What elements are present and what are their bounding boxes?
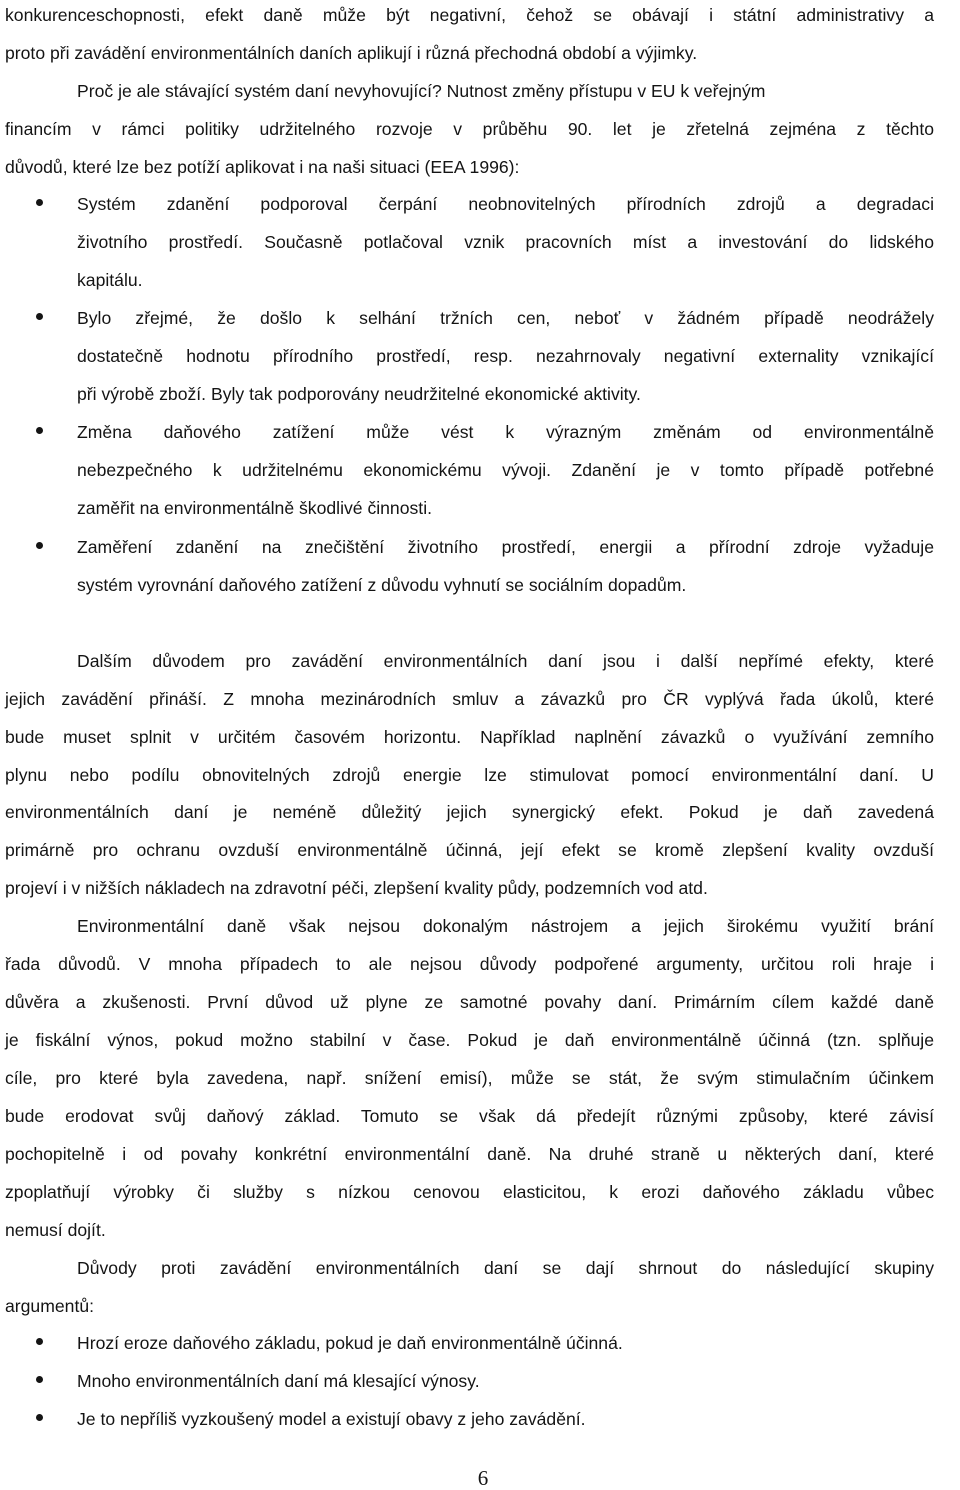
paragraph-line: důvodů, které lze bez potíží aplikovat i na naši situaci (EEA 1996): (5, 157, 520, 177)
paragraph-line: Dalším důvodem pro zavádění environmentálních daní jsou i další nepřímé efekty, které (77, 651, 934, 671)
list-item-line: dostatečně hodnotu přírodního prostředí, resp. nezahrnovaly negativní externality vznikající (77, 346, 934, 366)
bullet-icon (36, 199, 43, 206)
paragraph-line: cíle, pro které byla zavedena, např. snížení emisí), může se stát, že svým stimulačním účinkem (5, 1068, 934, 1088)
paragraph-line: bude erodovat svůj daňový základ. Tomuto se však dá předejít různými způsoby, které závisí (5, 1106, 934, 1126)
list-item-line: Mnoho environmentálních daní má klesající výnosy. (77, 1371, 480, 1391)
list-item-line: nebezpečného k udržitelnému ekonomickému vývoji. Zdanění je v tomto případě potřebné (77, 460, 934, 480)
bullet-icon (36, 1376, 43, 1383)
paragraph-line: řada důvodů. V mnoha případech to ale nejsou důvody podpořené argumenty, určitou roli hraje i (5, 954, 934, 974)
paragraph-line: plynu nebo podílu obnovitelných zdrojů energie lze stimulovat pomocí environmentální daní. U (5, 765, 934, 785)
bullet-icon (36, 427, 43, 434)
list-item-line: při výrobě zboží. Byly tak podporovány neudržitelné ekonomické aktivity. (77, 384, 641, 404)
paragraph-line: environmentálních daní je neméně důležitý jejich synergický efekt. Pokud je daň zavedená (5, 802, 934, 822)
paragraph-line: Proč je ale stávající systém daní nevyhovující? Nutnost změny přístupu v EU k veřejným (77, 81, 766, 101)
list-item-line: Je to nepříliš vyzkoušený model a existují obavy z jeho zavádění. (77, 1409, 586, 1429)
paragraph-line: proto při zavádění environmentálních daních aplikují i různá přechodná období a výjimky. (5, 43, 698, 63)
paragraph-line: projeví i v nižších nákladech na zdravotní péči, zlepšení kvality půdy, podzemních vod atd. (5, 878, 708, 898)
bullet-icon (36, 542, 43, 549)
paragraph-line: Důvody proti zavádění environmentálních daní se dají shrnout do následující skupiny (77, 1258, 934, 1278)
page-number: 6 (477, 1466, 489, 1490)
paragraph-line: je fiskální výnos, pokud možno stabilní v čase. Pokud je daň environmentálně účinná (tzn. splňuje (5, 1030, 934, 1050)
list-item-line: Zaměření zdanění na znečištění životního prostředí, energii a přírodní zdroje vyžaduje (77, 537, 934, 557)
list-item-line: kapitálu. (77, 270, 143, 290)
list-item-line: systém vyrovnání daňového zatížení z důvodu vyhnutí se sociálním dopadům. (77, 575, 687, 595)
list-item-line: Hrozí eroze daňového základu, pokud je daň environmentálně účinná. (77, 1333, 623, 1353)
list-item-line: Změna daňového zatížení může vést k výrazným změnám od environmentálně (77, 422, 934, 442)
paragraph-line: bude muset splnit v určitém časovém horizontu. Například naplnění závazků o využívání zemního (5, 727, 934, 747)
bullet-icon (36, 313, 43, 320)
paragraph-line: jejich zavádění přináší. Z mnoha mezinárodních smluv a závazků pro ČR vyplývá řada úkolů, které (5, 689, 934, 709)
list-item-line: Bylo zřejmé, že došlo k selhání tržních cen, neboť v žádném případě neodrážely (77, 308, 934, 328)
paragraph-line: financím v rámci politiky udržitelného rozvoje v průběhu 90. let je zřetelná zejména z těchto (5, 119, 934, 139)
list-item-line: Systém zdanění podporoval čerpání neobnovitelných přírodních zdrojů a degradaci (77, 194, 934, 214)
bullet-icon (36, 1338, 43, 1345)
paragraph-line: konkurenceschopnosti, efekt daně může být negativní, čehož se obávají i státní administrativy a (5, 5, 934, 25)
paragraph-line: argumentů: (5, 1296, 94, 1316)
list-item-line: životního prostředí. Současně potlačoval vznik pracovních míst a investování do lidského (77, 232, 934, 252)
paragraph-line: Environmentální daně však nejsou dokonalým nástrojem a jejich širokému využití brání (77, 916, 934, 936)
paragraph-line: pochopitelně i od povahy konkrétní environmentální daně. Na druhé straně u některých daní, které (5, 1144, 934, 1164)
paragraph-line: nemusí dojít. (5, 1220, 106, 1240)
paragraph-line: důvěra a zkušenosti. První důvod už plyne ze samotné povahy daní. Primárním cílem každé daně (5, 992, 934, 1012)
bullet-icon (36, 1414, 43, 1421)
list-item-line: zaměřit na environmentálně škodlivé činnosti. (77, 498, 432, 518)
paragraph-line: primárně pro ochranu ovzduší environmentálně účinná, její efekt se kromě zlepšení kvality ovzduší (5, 840, 934, 860)
paragraph-line: zpoplatňují výrobky či služby s nízkou cenovou elasticitou, k erozi daňového základu vůbec (5, 1182, 934, 1202)
